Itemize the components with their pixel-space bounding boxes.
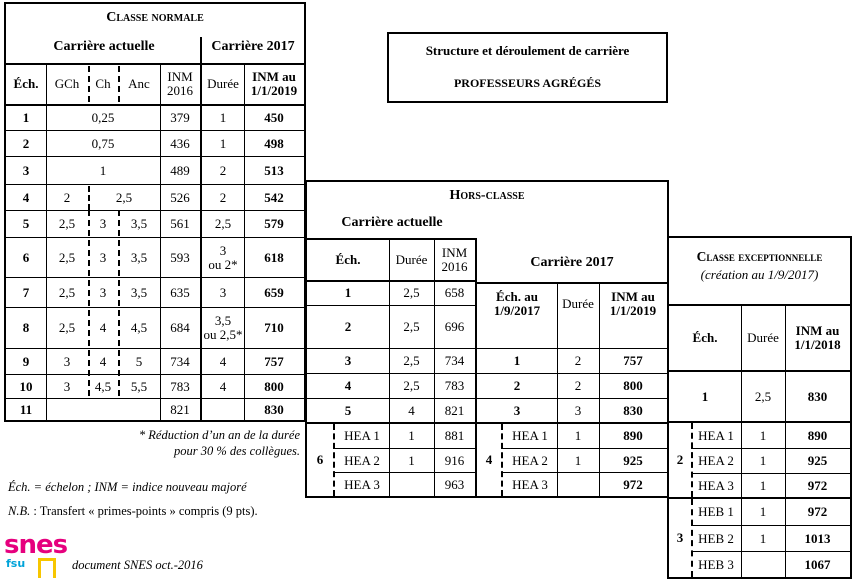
- cn-r1-inm2016: 379: [170, 109, 190, 125]
- ce-hea2-duree: 1: [759, 453, 767, 469]
- cn-r8-inm2016: 684: [170, 320, 190, 336]
- ce-heb3-label: HEB 3: [698, 556, 734, 572]
- legend-note: Éch. = échelon ; INM = indice nouveau majoré: [8, 480, 247, 494]
- cn-r7-duree: 3: [219, 284, 227, 300]
- cn-r4-gch: 2: [63, 189, 71, 205]
- cn-r8-ech: 8: [22, 320, 30, 336]
- hc-r3-ech: 3: [344, 353, 352, 369]
- hc-hea3-label: HEA 3: [344, 476, 380, 492]
- cn-r6-duree: [202, 238, 244, 277]
- hc-r3-duree: 2,5: [403, 353, 420, 369]
- ce-hea3-inm: 972: [807, 477, 828, 493]
- cn-r9-anc: 5: [135, 353, 143, 369]
- cn-r6-duree-b: ou 2*: [208, 256, 238, 272]
- hc-h-inm-text: INM 2016: [441, 244, 468, 274]
- cn-r8-gch: 2,5: [58, 320, 76, 336]
- nb-label: N.B.: [8, 504, 31, 518]
- cn-r5-inm2016: 561: [170, 216, 190, 232]
- hc-h2-inm-text: INM au 1/1/2019: [609, 289, 657, 318]
- fsu-logo-text: fsu: [6, 557, 26, 570]
- cn-r5-duree: 2,5: [214, 216, 232, 232]
- cn-r5-ch: 3: [99, 216, 107, 232]
- ce-heb1-duree: 1: [759, 504, 767, 520]
- reduction-note-1: * Réduction d’un an de la durée: [138, 428, 300, 442]
- cn-r10-duree: 4: [219, 378, 227, 394]
- cn-r9-inm2016: 734: [170, 353, 190, 369]
- ce-group-3: 3: [676, 530, 684, 546]
- hc-h2-inm: [599, 284, 667, 324]
- cn-h-ch: Ch: [95, 76, 111, 92]
- cn-h-inm2019: [244, 64, 304, 104]
- cn-sub-actuelle: Carrière actuelle: [53, 38, 155, 54]
- cn-h-inm2019-text: INM au 1/1/2019: [250, 69, 298, 98]
- logo-figure-icon: [38, 558, 56, 578]
- ce-group-2: 2: [676, 452, 684, 468]
- hc-hea1-duree: 1: [408, 428, 415, 444]
- cn-r2-duree: 1: [219, 135, 227, 151]
- cn-r2-ech: 2: [22, 135, 30, 151]
- ce-heb1-inm: 972: [807, 504, 828, 520]
- hc-r5-n-inm: 830: [623, 402, 643, 418]
- hc-h2-duree: Durée: [562, 296, 594, 312]
- cn-r7-anc: 3,5: [130, 284, 148, 300]
- nb-note: [8, 504, 308, 519]
- cn-r4-inm2019: 542: [264, 189, 284, 205]
- hc-r4-inm: 783: [444, 378, 465, 394]
- cn-r8-ch: 4: [99, 320, 107, 336]
- cn-r3-duree: 2: [219, 162, 227, 178]
- cn-h-duree: Durée: [207, 76, 239, 92]
- ce-heb1-label: HEB 1: [698, 504, 734, 520]
- hc-hea2-label: HEA 2: [344, 452, 380, 468]
- hc-hea2-duree: 1: [408, 452, 415, 468]
- hc-hea1-n-duree: 1: [574, 428, 582, 444]
- ce-hea3-duree: 1: [759, 477, 767, 493]
- cn-r8-duree: [202, 308, 244, 348]
- cn-r7-inm2019: 659: [264, 284, 284, 300]
- hc-r5-ech: 5: [344, 402, 352, 418]
- cn-r10-anc: 5,5: [130, 378, 148, 394]
- cn-r1-ech: 1: [22, 109, 30, 125]
- ce-heb3-inm: 1067: [804, 556, 831, 572]
- hc-hea2-n-duree: 1: [574, 452, 582, 468]
- ce-h-inm: [785, 306, 850, 370]
- hc-r5-inm: 821: [444, 402, 465, 418]
- ce-hea1-duree: 1: [759, 427, 767, 443]
- hc-hea1-inm: 881: [444, 428, 465, 444]
- cn-r3-merged: 1: [99, 162, 107, 178]
- hc-r4-ech: 4: [344, 378, 352, 394]
- hc-r4-duree: 2,5: [403, 378, 420, 394]
- hors-classe-table: [305, 180, 669, 498]
- cn-r10-gch: 3: [63, 378, 71, 394]
- hc-sub-actuelle: Carrière actuelle: [341, 214, 443, 230]
- ce-title: Classe exceptionnelle: [696, 248, 823, 264]
- hc-r2-duree: 2,5: [403, 319, 420, 335]
- cn-r8-duree-a: 3,5: [214, 313, 232, 329]
- cn-r8-inm2019: 710: [264, 320, 284, 336]
- hc-hea2-inm: 916: [444, 452, 465, 468]
- hc-hea3-n-duree: [557, 473, 599, 496]
- hc-hea3-inm: 963: [444, 476, 465, 492]
- hc-h-inm: [434, 239, 475, 280]
- cn-r8-duree-b: ou 2,5*: [203, 327, 243, 342]
- ce-h-ech: Éch.: [692, 330, 718, 346]
- hc-r4-n-duree: 2: [574, 378, 582, 394]
- cn-r4-duree: 2: [219, 189, 227, 205]
- cn-h-inm2016: [160, 64, 200, 104]
- cn-r4-ech: 4: [22, 189, 30, 205]
- cn-r4-inm2016: 526: [170, 189, 190, 205]
- cn-r6-duree-a: 3: [219, 242, 227, 258]
- cn-r6-anc: 3,5: [130, 249, 148, 265]
- cn-r2-inm2019: 498: [264, 135, 284, 151]
- cn-r5-gch: 2,5: [58, 216, 76, 232]
- ce-h-inm-text: INM au 1/1/2018: [794, 323, 841, 352]
- title-line-2: PROFESSEURS AGRÉGÉS: [453, 75, 602, 90]
- hc-hea2-n-label: HEA 2: [512, 452, 548, 468]
- nb-text: : Transfert « primes-points » compris (9 pts).: [30, 504, 258, 518]
- hc-sub-2017: Carrière 2017: [530, 254, 614, 270]
- cn-r11-inm2019: 830: [264, 401, 284, 417]
- hc-h2-ech: [477, 284, 557, 324]
- cn-r9-duree: 4: [219, 353, 227, 369]
- hc-hea2-n-inm: 925: [623, 452, 643, 468]
- hc-hea3-duree: [389, 473, 434, 496]
- cn-r6-gch: 2,5: [58, 249, 76, 265]
- hc-r3-n-duree: 2: [574, 353, 582, 369]
- cn-r7-gch: 2,5: [58, 284, 76, 300]
- cn-r6-inm2019: 618: [264, 249, 284, 265]
- hc-group-old: 6: [316, 452, 324, 468]
- ce-heb2-label: HEB 2: [698, 530, 734, 546]
- cn-r5-ech: 5: [22, 216, 30, 232]
- cn-title: Classe normale: [106, 9, 204, 25]
- hc-r5-n-duree: 3: [574, 402, 582, 418]
- ce-hea2-label: HEA 2: [698, 453, 734, 469]
- ce-r1-inm: 830: [807, 388, 828, 404]
- ce-heb2-inm: 1013: [804, 530, 831, 546]
- ce-r1-ech: 1: [701, 388, 709, 404]
- cn-r11-inm2016: 821: [170, 401, 190, 417]
- ce-r1-duree: 2,5: [754, 388, 772, 404]
- cn-r10-ech: 10: [19, 378, 33, 394]
- hc-group-new: 4: [485, 452, 493, 468]
- cn-r6-inm2016: 593: [170, 249, 190, 265]
- hc-hea3-n-inm: 972: [623, 476, 643, 492]
- ce-subtitle: (création au 1/9/2017): [700, 267, 819, 283]
- ce-hea3-label: HEA 3: [698, 477, 734, 493]
- hc-r1-inm: 658: [444, 285, 465, 301]
- cn-r2-inm2016: 436: [170, 135, 190, 151]
- hc-title: Hors-classe: [449, 187, 525, 203]
- hc-h-ech: Éch.: [335, 251, 361, 267]
- classe-normale-table: [4, 2, 306, 422]
- cn-r10-inm2019: 800: [264, 378, 284, 394]
- document-source: document SNES oct.-2016: [72, 558, 203, 572]
- cn-r10-inm2016: 783: [170, 378, 190, 394]
- cn-r1-duree: 1: [219, 109, 227, 125]
- cn-r11-ech: 11: [19, 401, 33, 417]
- hc-r4-n-ech: 2: [513, 378, 521, 394]
- reduction-note-2: pour 30 % des collègues.: [173, 444, 300, 458]
- hc-hea1-n-label: HEA 1: [512, 428, 548, 444]
- ce-hea2-inm: 925: [807, 453, 828, 469]
- hc-h-duree: Durée: [395, 251, 428, 267]
- classe-exceptionnelle-table: [667, 236, 852, 579]
- cn-h-inm2016-text: INM 2016: [167, 69, 193, 98]
- hc-r1-duree: 2,5: [403, 285, 420, 301]
- cn-r6-ech: 6: [22, 249, 30, 265]
- hc-hea1-label: HEA 1: [344, 428, 380, 444]
- cn-r7-ch: 3: [99, 284, 107, 300]
- cn-r7-ech: 7: [22, 284, 30, 300]
- hc-r5-n-ech: 3: [513, 402, 521, 418]
- hc-r2-inm: 696: [444, 319, 465, 335]
- ce-hea1-label: HEA 1: [698, 427, 734, 443]
- cn-r5-anc: 3,5: [130, 216, 148, 232]
- hc-hea3-n-label: HEA 3: [512, 476, 548, 492]
- cn-r9-gch: 3: [63, 353, 71, 369]
- cn-r10-ch: 4,5: [94, 378, 112, 394]
- cn-sub-2017: Carrière 2017: [211, 38, 295, 54]
- hc-r3-n-ech: 1: [513, 353, 521, 369]
- hc-r3-n-inm: 757: [623, 353, 643, 369]
- cn-r8-anc: 4,5: [130, 320, 148, 336]
- title-box: [387, 32, 668, 103]
- hc-hea1-n-inm: 890: [623, 428, 643, 444]
- cn-r9-ch: 4: [99, 353, 107, 369]
- cn-r2-merged: 0,75: [91, 135, 115, 151]
- cn-r9-inm2019: 757: [264, 353, 284, 369]
- cn-h-gch: GCh: [54, 76, 80, 92]
- cn-r3-inm2019: 513: [264, 162, 284, 178]
- snes-logo: [4, 532, 70, 582]
- cn-r6-ch: 3: [99, 249, 107, 265]
- cn-r3-inm2016: 489: [170, 162, 190, 178]
- ce-hea1-inm: 890: [807, 427, 828, 443]
- cn-r7-inm2016: 635: [170, 284, 190, 300]
- hc-r2-ech: 2: [344, 319, 352, 335]
- hc-r4-n-inm: 800: [623, 378, 643, 394]
- hc-r5-duree: 4: [408, 402, 415, 418]
- cn-r1-inm2019: 450: [264, 109, 284, 125]
- cn-h-ech: Éch.: [13, 76, 39, 92]
- hc-r3-inm: 734: [444, 353, 465, 369]
- cn-r1-merged: 0,25: [91, 109, 115, 125]
- cn-r3-ech: 3: [22, 162, 30, 178]
- ce-heb2-duree: 1: [759, 530, 767, 546]
- hc-h2-ech-text: Éch. au 1/9/2017: [493, 289, 541, 318]
- snes-logo-text: snes: [4, 530, 68, 560]
- cn-h-anc: Anc: [128, 76, 150, 92]
- cn-r5-inm2019: 579: [264, 216, 284, 232]
- ce-heb3-duree: [741, 552, 785, 577]
- cn-r9-ech: 9: [22, 353, 30, 369]
- cn-r4-chanc: 2,5: [115, 189, 133, 205]
- title-line-1: Structure et déroulement de carrière: [425, 43, 630, 59]
- ce-h-duree: Durée: [747, 330, 779, 346]
- hc-r1-ech: 1: [344, 285, 352, 301]
